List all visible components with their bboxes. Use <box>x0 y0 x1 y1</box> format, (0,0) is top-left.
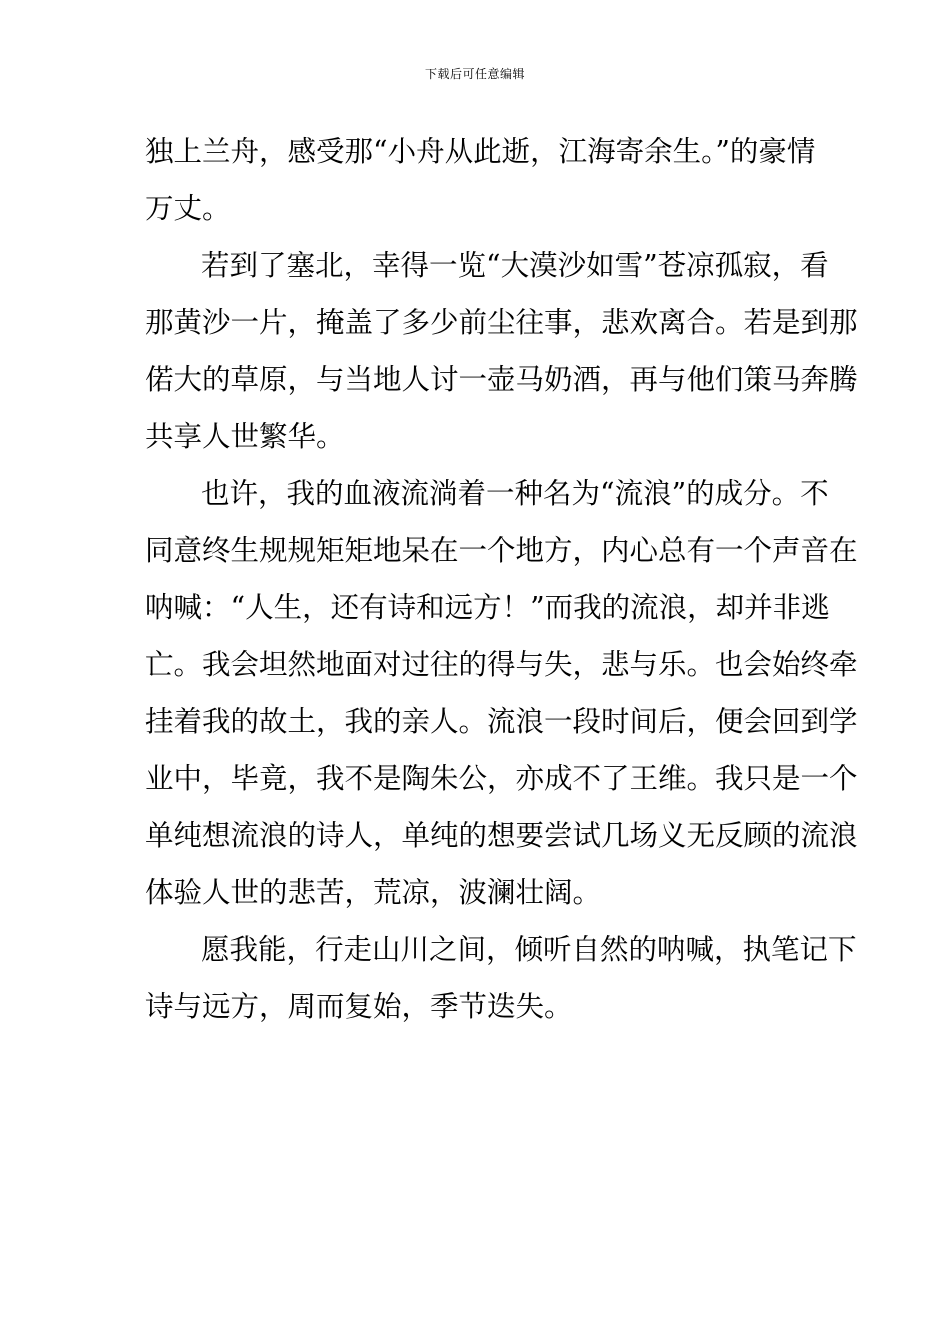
body-line-16: 诗与远方，周而复始，季节迭失。 <box>145 990 573 1023</box>
body-line-2: 万丈。 <box>145 192 231 225</box>
body-line-3: 若到了塞北，幸得一览“大漠沙如雪”苍凉孤寂，看 <box>201 249 829 282</box>
body-line-10: 亡。我会坦然地面对过往的得与失，悲与乐。也会始终牵 <box>145 648 858 681</box>
body-line-12: 业中，毕竟，我不是陶朱公，亦成不了王维。我只是一个 <box>145 762 858 795</box>
body-line-11: 挂着我的故土，我的亲人。流浪一段时间后，便会回到学 <box>145 705 858 738</box>
body-line-1: 独上兰舟，感受那“小舟从此逝，江海寄余生。”的豪情 <box>145 135 816 168</box>
body-line-5: 偌大的草原，与当地人讨一壶马奶酒，再与他们策马奔腾 <box>145 363 858 396</box>
body-line-7: 也许，我的血液流淌着一种名为“流浪”的成分。不 <box>201 477 829 510</box>
body-line-13: 单纯想流浪的诗人，单纯的想要尝试几场义无反顾的流浪 <box>145 819 858 852</box>
body-line-8: 同意终生规规矩矩地呆在一个地方，内心总有一个声音在 <box>145 534 858 567</box>
body-line-14: 体验人世的悲苦，荒凉，波澜壮阔。 <box>145 876 602 909</box>
body-line-15: 愿我能，行走山川之间，倾听自然的呐喊，执笔记下 <box>201 933 857 966</box>
body-line-9: 呐喊：“人生，还有诗和远方！”而我的流浪，却并非逃 <box>145 591 830 624</box>
body-line-4: 那黄沙一片，掩盖了多少前尘往事，悲欢离合。若是到那 <box>145 306 858 339</box>
page-header: 下载后可任意编辑 <box>424 67 525 81</box>
body-line-6: 共享人世繁华。 <box>145 420 345 453</box>
